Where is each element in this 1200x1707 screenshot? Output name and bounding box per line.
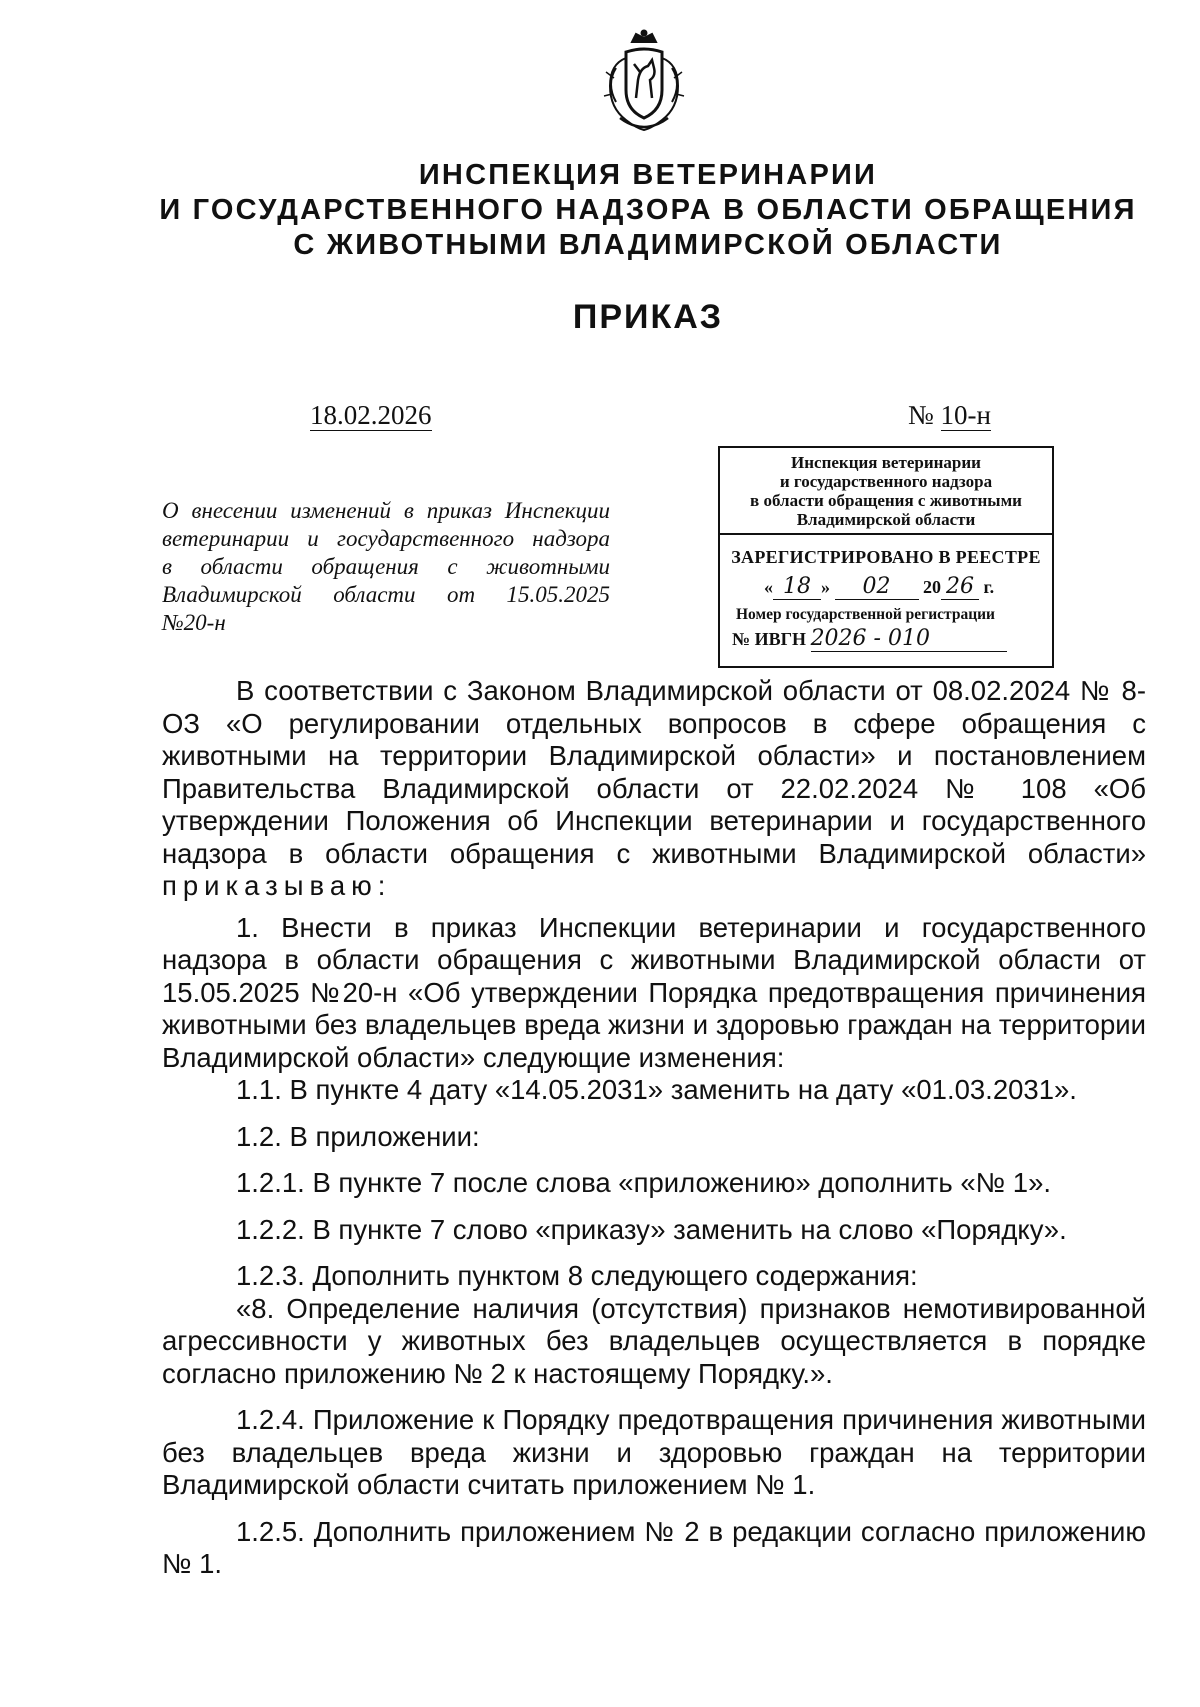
order-body bbox=[162, 675, 1146, 1581]
subject-line: О внесении изменений в приказ Инспекции bbox=[162, 498, 610, 523]
stamp-date: « 18 » 02 20 26 г. bbox=[764, 574, 995, 599]
stamp-org-line: Владимирской области bbox=[796, 510, 976, 529]
org-line: С ЖИВОТНЫМИ ВЛАДИМИРСКОЙ ОБЛАСТИ bbox=[293, 229, 1003, 261]
stamp-year-prefix: 20 bbox=[923, 577, 941, 597]
stamp-day: 18 bbox=[773, 574, 821, 600]
order-subject bbox=[162, 497, 610, 637]
stamp-number-label: Номер государственной регистрации bbox=[736, 606, 995, 623]
clause-1-2-4: 1.2.4. Приложение к Порядку предотвращения причинения животными без владельцев вреда жизни и здоровью граждан на территории Владимирской области считать приложением № 1. bbox=[162, 1404, 1146, 1500]
clause-1-2-3: 1.2.3. Дополнить пунктом 8 следующего содержания: bbox=[236, 1260, 918, 1291]
stamp-number-prefix: № ИВГН bbox=[732, 629, 807, 649]
intro-text: В соответствии с Законом Владимирской области от 08.02.2024 № 8-ОЗ «О регулировании отдельных вопросов в сфере обращения с животными на территории Владимирской области» и постановлением Правительства Владимирской области от 22.02.2024 № 108 «Об утверждении Положения об Инспекции ветеринарии и государственного надзора в области обращения с животными Владимирской области» bbox=[162, 675, 1146, 869]
clause-1-2-3-quote: «8. Определение наличия (отсутствия) признаков немотивированной агрессивности у животных без владельцев осуществляется в порядке согласно приложению № 2 к настоящему Порядку.». bbox=[162, 1292, 1146, 1389]
coat-of-arms-icon bbox=[596, 28, 692, 138]
stamp-year-suffix: 26 bbox=[941, 574, 979, 600]
order-number-value: 10-н bbox=[940, 400, 991, 430]
subject-line: ветеринарии и государственного надзора bbox=[162, 526, 610, 551]
order-number-prefix: № bbox=[908, 400, 934, 430]
stamp-number bbox=[720, 626, 1052, 652]
organization-title bbox=[150, 158, 1146, 263]
subject-line: №20-н bbox=[162, 610, 226, 635]
stamp-org-line: Инспекция ветеринарии bbox=[791, 453, 981, 472]
order-number bbox=[908, 400, 991, 430]
stamp-month: 02 bbox=[835, 574, 919, 600]
clause-1-2: 1.2. В приложении: bbox=[236, 1120, 480, 1152]
stamp-org-line: в области обращения с животными bbox=[750, 491, 1022, 510]
stamp-org-line: и государственного надзора bbox=[779, 472, 993, 491]
clause-1-2-2: 1.2.2. В пункте 7 слово «приказу» заменить на слово «Порядку». bbox=[236, 1213, 1067, 1245]
clause-1: 1. Внести в приказ Инспекции ветеринарии и государственного надзора в области обращения с животными Владимирской области от 15.05.2025 №20-н «Об утверждении Порядка предотвращения причинения животными без владельцев вреда жизни и здоровью граждан на территории Владимирской области» следующие изменения: bbox=[162, 911, 1146, 1073]
order-date: 18.02.2026 bbox=[310, 400, 432, 430]
subject-line: в области обращения с животными bbox=[162, 554, 610, 579]
order-word: приказываю: bbox=[162, 870, 392, 901]
stamp-registered-label: ЗАРЕГИСТРИРОВАНО В РЕЕСТРЕ bbox=[731, 547, 1041, 567]
document-type: ПРИКАЗ bbox=[572, 298, 724, 336]
clause-1-1: 1.1. В пункте 4 дату «14.05.2031» заменить на дату «01.03.2031». bbox=[236, 1074, 1077, 1105]
clause-1-2-1: 1.2.1. В пункте 7 после слова «приложению» дополнить «№ 1». bbox=[236, 1167, 1052, 1198]
clause-1-2-5: 1.2.5. Дополнить приложением № 2 в редакции согласно приложению № 1. bbox=[162, 1515, 1146, 1579]
registration-stamp bbox=[718, 446, 1054, 668]
subject-line: Владимирской области от 15.05.2025 bbox=[162, 582, 610, 607]
org-line: И ГОСУДАРСТВЕННОГО НАДЗОРА В ОБЛАСТИ ОБРАЩЕНИЯ bbox=[159, 194, 1137, 226]
stamp-number-value: 2026 - 010 bbox=[811, 626, 1007, 652]
org-line: ИНСПЕКЦИЯ ВЕТЕРИНАРИИ bbox=[418, 159, 878, 191]
intro-paragraph bbox=[162, 675, 1146, 903]
stamp-year-end: г. bbox=[983, 577, 995, 597]
stamp-organization bbox=[720, 448, 1052, 535]
